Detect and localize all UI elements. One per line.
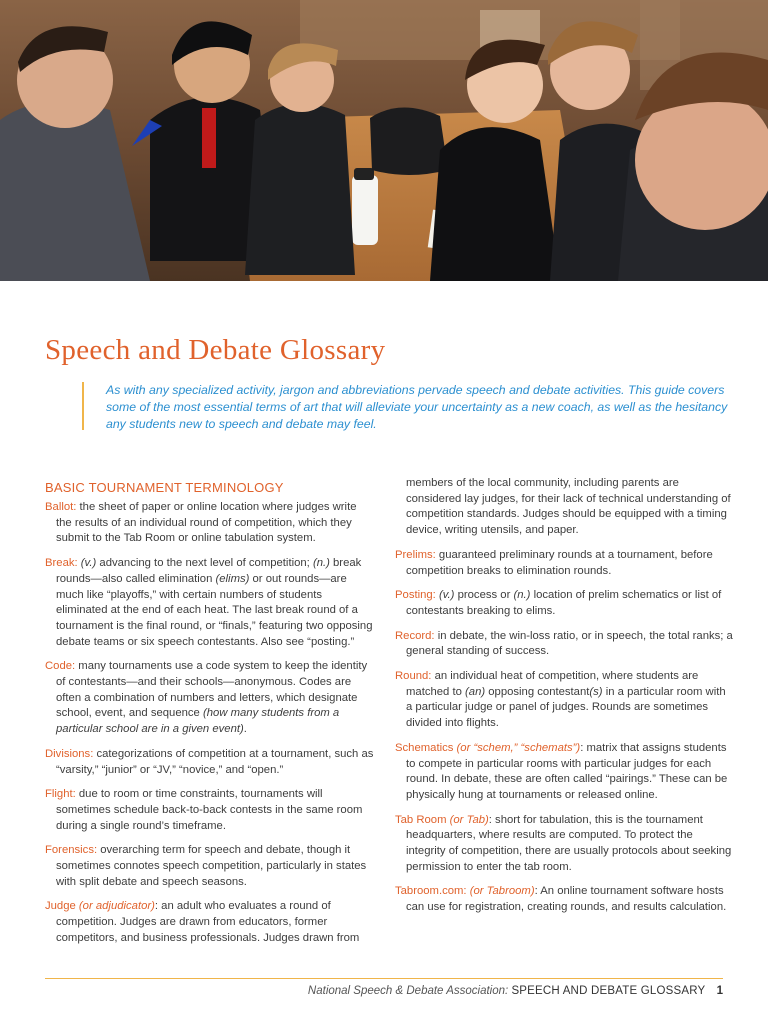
glossary-term-note: (or Tab): [446, 813, 489, 826]
footer-org: National Speech & Debate Association:: [307, 985, 509, 997]
students-at-table-photo: [0, 0, 768, 281]
glossary-term: Tabroom.com:: [395, 885, 467, 898]
glossary-term-note: (or adjudicator): [75, 900, 155, 913]
glossary-term: Tab Room: [395, 813, 447, 826]
glossary-term: Ballot:: [45, 501, 77, 513]
glossary-term: Code:: [45, 660, 76, 673]
glossary-term: Divisions:: [45, 747, 94, 760]
glossary-term: Round:: [395, 670, 432, 683]
glossary-list-left: [45, 500, 375, 947]
glossary-term: Schematics: [395, 741, 454, 754]
glossary-term: Record:: [395, 629, 435, 642]
glossary-entry-flight: [45, 787, 375, 834]
glossary-term: Posting:: [395, 589, 436, 602]
glossary-entry-judge: [45, 899, 375, 946]
judge-definition-continued: members of the local community, including parents are considered lay judges, for their lack of technical understanding of competition standards. Judges should be equipped with a timing device, writing utensils, and paper.: [406, 477, 731, 537]
footer-doc-title: SPEECH AND DEBATE GLOSSARY: [511, 985, 706, 997]
glossary-definition: guaranteed preliminary rounds at a tournament, before competition breaks to elimination rounds.: [406, 548, 713, 577]
glossary-entry-record: [395, 629, 733, 660]
glossary-entry-forensics: [45, 843, 375, 890]
glossary-term-note: (or Tabroom): [466, 885, 535, 898]
glossary-term-note: (or “schem,” “schemats”): [453, 741, 581, 754]
glossary-list-right: [395, 548, 733, 916]
glossary-entry-round: [395, 669, 733, 732]
glossary-definition: : an adult who evaluates a round of competition. Judges are drawn from educators, former competitors, and business professionals. Judges drawn from: [56, 900, 360, 944]
glossary-entry-tab-room: [395, 813, 733, 876]
glossary-term: Prelims:: [395, 548, 436, 561]
glossary-entry-code: [45, 659, 375, 738]
glossary-definition: (v.) process or (n.) location of prelim schematics or list of contestants breaking to elims.: [406, 589, 722, 617]
glossary-definition: in debate, the win-loss ratio, or in speech, the total ranks; a general standing of success.: [406, 629, 733, 658]
footer-divider: [45, 978, 723, 979]
glossary-definition: categorizations of competition at a tournament, such as “varsity,” “junior” or “JV,” “novice,” and “open.”: [56, 747, 374, 776]
glossary-entry-posting: [395, 588, 733, 619]
glossary-term: Flight:: [45, 788, 76, 801]
glossary-definition: : matrix that assigns students to compete in particular rooms with particular judges for each round. In debate, these are often called “pairings.” These can be physically hung at tournaments or released online.: [406, 741, 728, 801]
glossary-definition: : short for tabulation, this is the tournament headquarters, where results are computed. To protect the integrity of competition, there are usually protocols about seeking permission to enter the tab room.: [406, 813, 732, 873]
glossary-entry-schematics: [395, 741, 733, 804]
intro-callout: [82, 382, 732, 430]
glossary-entry-prelims: [395, 548, 733, 579]
glossary-column-right: [395, 476, 733, 925]
glossary-entry-divisions: [45, 747, 375, 778]
glossary-definition: : An online tournament software hosts can use for registration, creating rounds, and results calculation.: [406, 885, 727, 914]
glossary-definition: many tournaments use a code system to keep the identity of contestants—and their schools—anonymous. Codes are often a combination of numbers and letters, which designate school, event, and sequence (how many students from a particular school are in a given event).: [56, 660, 368, 736]
glossary-term: Break:: [45, 557, 78, 570]
hero-photo: [0, 0, 768, 281]
glossary-term: Forensics:: [45, 844, 98, 857]
page-number: 1: [716, 985, 723, 997]
glossary-definition: overarching term for speech and debate, though it sometimes connotes speech competition, particularly in states with split debate and speech seasons.: [56, 844, 367, 888]
page-footer: [308, 985, 723, 997]
glossary-column-left: [45, 480, 375, 956]
glossary-definition: an individual heat of competition, where students are matched to (an) opposing contestant(s) in a particular room with a particular judge or panel of judges. Rounds are sometimes divided into flights.: [406, 670, 726, 730]
glossary-term: Judge: [45, 900, 76, 913]
glossary-definition: (v.) advancing to the next level of competition; (n.) break rounds—also called elimination (elims) or out rounds—are much like “playoffs,” with certain numbers of students eliminated at the end of each heat. The last break round of a tournament is the final round, or “finals,” featuring two opposing debate teams or six speech contestants. Also see “posting.”: [56, 557, 373, 648]
glossary-entry-tabroom-com: [395, 884, 733, 915]
glossary-entry-ballot: [45, 500, 375, 547]
glossary-definition: the sheet of paper or online location where judges write the results of an individual round of competition, which they submit to the Tab Room or online tabulation system.: [56, 501, 357, 545]
section-heading: BASIC TOURNAMENT TERMINOLOGY: [45, 480, 284, 495]
glossary-entry-break: [45, 556, 375, 650]
page-title: Speech and Debate Glossary: [45, 334, 386, 366]
intro-text: As with any specialized activity, jargon and abbreviations pervade speech and debate activities. This guide covers some of the most essential terms of art that will alleviate your uncertainty as a new coach, as well as the hesitancy any students new to speech and debate may feel.: [106, 383, 728, 431]
glossary-definition: due to room or time constraints, tournaments will sometimes schedule back-to-back contests in the same room during a single round’s timeframe.: [56, 788, 363, 832]
